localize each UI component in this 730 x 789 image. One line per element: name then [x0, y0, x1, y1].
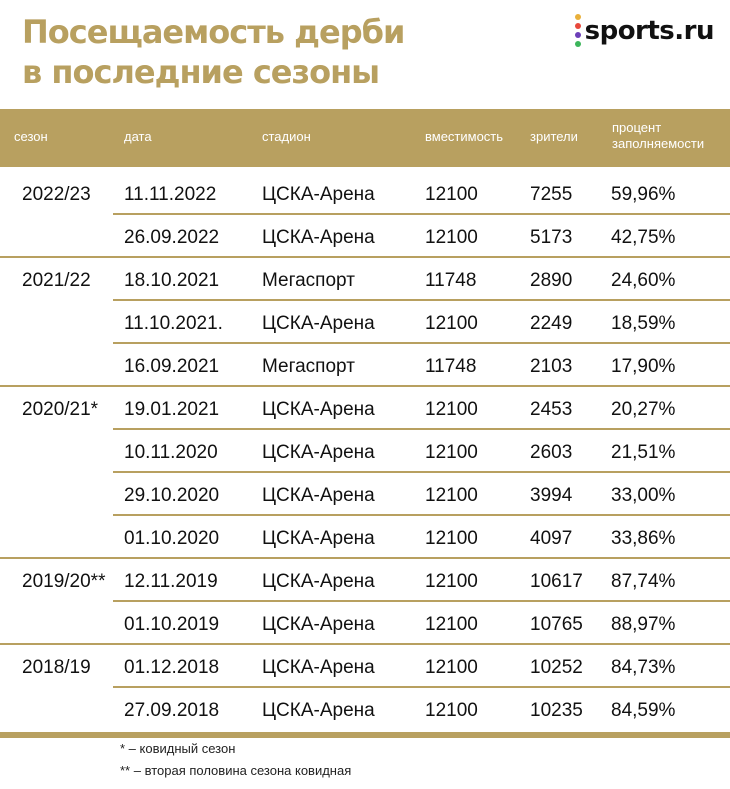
cell-stadium: ЦСКА-Арена	[262, 528, 375, 549]
table-row	[0, 516, 730, 559]
cell-date: 10.11.2020	[124, 442, 218, 463]
cell-capacity: 12100	[425, 528, 478, 549]
cell-spectators: 5173	[530, 227, 573, 248]
cell-spectators: 2453	[530, 399, 573, 420]
header-season: сезон	[14, 129, 48, 144]
cell-stadium: Мегаспорт	[262, 356, 355, 377]
cell-fill: 84,59%	[611, 700, 676, 721]
sports-ru-logo	[575, 14, 714, 47]
cell-date: 19.01.2021	[124, 399, 220, 420]
cell-date: 16.09.2021	[124, 356, 220, 377]
cell-date: 01.10.2019	[124, 614, 220, 635]
logo-text: sports.ru	[584, 15, 714, 46]
table-row	[0, 602, 730, 645]
logo-dot	[575, 23, 581, 29]
header-capacity: вместимость	[425, 129, 504, 144]
cell-fill: 18,59%	[611, 313, 676, 334]
header-fill	[612, 120, 704, 152]
cell-spectators: 2103	[530, 356, 573, 377]
cell-date: 12.11.2019	[124, 571, 218, 592]
cell-stadium: ЦСКА-Арена	[262, 184, 375, 205]
cell-spectators: 2890	[530, 270, 573, 291]
cell-fill: 42,75%	[611, 227, 676, 248]
logo-dot	[575, 32, 581, 38]
cell-spectators: 2603	[530, 442, 573, 463]
header-spectators: зрители	[530, 129, 578, 144]
cell-date: 01.10.2020	[124, 528, 220, 549]
cell-fill: 33,00%	[611, 485, 676, 506]
cell-spectators: 4097	[530, 528, 573, 549]
cell-season: 2018/19	[22, 657, 91, 678]
cell-capacity: 12100	[425, 700, 478, 721]
cell-capacity: 11748	[425, 356, 477, 377]
cell-date: 11.10.2021.	[124, 313, 223, 334]
cell-capacity: 12100	[425, 399, 478, 420]
cell-stadium: ЦСКА-Арена	[262, 313, 375, 334]
table-row	[0, 301, 730, 344]
cell-date: 27.09.2018	[124, 700, 220, 721]
cell-stadium: ЦСКА-Арена	[262, 485, 375, 506]
logo-dot	[575, 14, 581, 20]
table-header	[0, 109, 730, 167]
cell-fill: 21,51%	[611, 442, 676, 463]
table-row	[0, 688, 730, 731]
logo-dots-icon	[575, 14, 581, 47]
cell-spectators: 3994	[530, 485, 573, 506]
cell-stadium: ЦСКА-Арена	[262, 657, 375, 678]
cell-season: 2020/21*	[22, 399, 99, 420]
page-title	[22, 12, 404, 92]
header-stadium: стадион	[262, 129, 311, 144]
cell-date: 26.09.2022	[124, 227, 220, 248]
table-row	[0, 559, 730, 602]
cell-spectators: 10235	[530, 700, 583, 721]
header-fill-line-1: процент	[612, 120, 662, 135]
table-row	[0, 258, 730, 301]
cell-capacity: 12100	[425, 313, 478, 334]
header-date: дата	[124, 129, 152, 144]
footnote-covid-season: * – ковидный сезон	[120, 741, 236, 756]
cell-capacity: 12100	[425, 227, 478, 248]
table-row	[0, 473, 730, 516]
cell-fill: 59,96%	[611, 184, 676, 205]
table-row	[0, 387, 730, 430]
cell-spectators: 2249	[530, 313, 573, 334]
cell-capacity: 12100	[425, 184, 478, 205]
cell-fill: 20,27%	[611, 399, 676, 420]
table-row	[0, 215, 730, 258]
cell-date: 18.10.2021	[124, 270, 220, 291]
cell-spectators: 10617	[530, 571, 583, 592]
table-row	[0, 172, 730, 215]
cell-date: 01.12.2018	[124, 657, 220, 678]
logo-dot	[575, 41, 581, 47]
table-bottom-bar	[0, 732, 730, 738]
cell-date: 29.10.2020	[124, 485, 220, 506]
cell-capacity: 12100	[425, 657, 478, 678]
cell-spectators: 10765	[530, 614, 583, 635]
cell-fill: 24,60%	[611, 270, 676, 291]
cell-stadium: ЦСКА-Арена	[262, 227, 375, 248]
cell-season: 2019/20**	[22, 571, 106, 592]
cell-capacity: 12100	[425, 442, 478, 463]
title-line-1: Посещаемость дерби	[22, 13, 405, 51]
table-row	[0, 645, 730, 688]
cell-fill: 87,74%	[611, 571, 676, 592]
cell-date: 11.11.2022	[124, 184, 217, 205]
cell-stadium: ЦСКА-Арена	[262, 700, 375, 721]
cell-spectators: 10252	[530, 657, 583, 678]
cell-fill: 17,90%	[611, 356, 676, 377]
footnote-covid-half-season: ** – вторая половина сезона ковидная	[120, 763, 352, 778]
cell-capacity: 12100	[425, 571, 478, 592]
title-line-2: в последние сезоны	[22, 53, 380, 91]
cell-fill: 84,73%	[611, 657, 676, 678]
cell-stadium: ЦСКА-Арена	[262, 442, 375, 463]
cell-spectators: 7255	[530, 184, 573, 205]
table-row	[0, 430, 730, 473]
cell-stadium: ЦСКА-Арена	[262, 399, 375, 420]
cell-season: 2022/23	[22, 184, 91, 205]
cell-stadium: ЦСКА-Арена	[262, 614, 375, 635]
header-fill-line-2: заполняемости	[612, 136, 705, 151]
cell-fill: 88,97%	[611, 614, 676, 635]
cell-capacity: 11748	[425, 270, 477, 291]
cell-stadium: ЦСКА-Арена	[262, 571, 375, 592]
cell-fill: 33,86%	[611, 528, 676, 549]
cell-capacity: 12100	[425, 485, 478, 506]
cell-stadium: Мегаспорт	[262, 270, 355, 291]
cell-season: 2021/22	[22, 270, 91, 291]
table-row	[0, 344, 730, 387]
cell-capacity: 12100	[425, 614, 478, 635]
